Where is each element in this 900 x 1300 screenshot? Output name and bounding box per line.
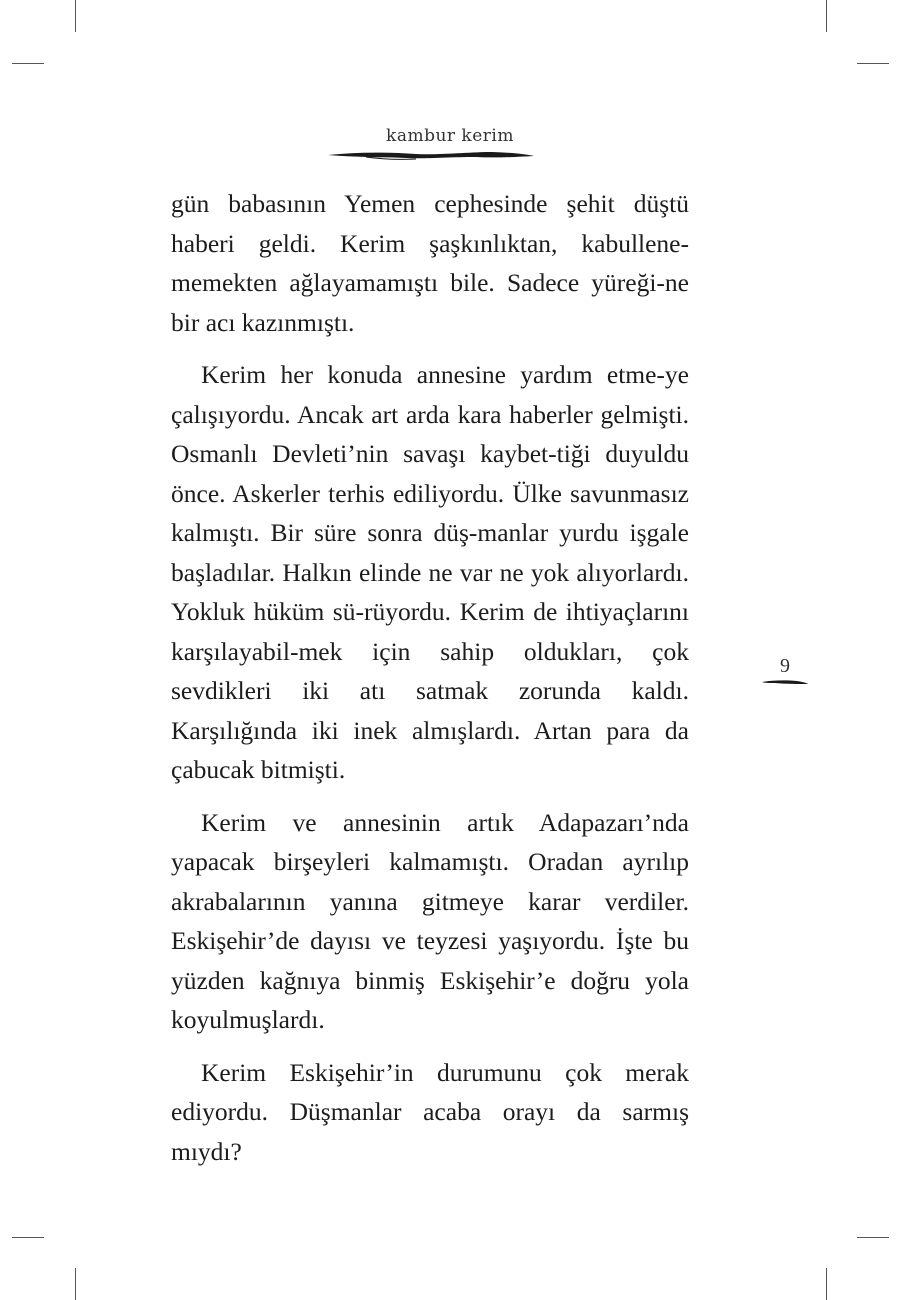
paragraph-1: gün babasının Yemen cephesinde şehit düştü haberi geldi. Kerim şaşkınlıktan, kabullene-memekten ağlayamamıştı bile. Sadece yüreği-ne bir acı kazınmıştı. — [171, 189, 689, 337]
crop-mark-top-left-h — [12, 63, 44, 64]
brush-stroke-rule — [326, 148, 536, 162]
body-text — [171, 184, 689, 1184]
page-number: 9 — [780, 655, 790, 677]
folio-brush-stroke — [761, 677, 809, 687]
paragraph-3: Kerim ve annesinin artık Adapazarı’nda yapacak birşeyleri kalmamıştı. Oradan ayrılıp akrabalarının yanına gitmeye karar verdiler. Eskişehir’de dayısı ve teyzesi yaşıyordu. İşte bu yüzden kağnıya binmiş Eskişehir’e doğru yola koyulmuşlardı. — [171, 807, 689, 1034]
paragraph-4: Kerim Eskişehir’in durumunu çok merak ediyordu. Düşmanlar acaba orayı da sarmış mıydı? — [171, 1057, 689, 1166]
crop-mark-top-left — [75, 0, 76, 32]
folio — [760, 655, 810, 687]
crop-mark-bottom-left — [75, 1268, 76, 1300]
crop-mark-bottom-right-h — [857, 1237, 889, 1238]
paragraph-2: Kerim her konuda annesine yardım etme-ye çalışıyordu. Ancak art arda kara haberler gelmişti. Osmanlı Devleti’nin savaşı kaybet-tiği duyuldu önce. Askerler terhis ediliyordu. Ülke savunmasız kalmıştı. Bir süre sonra düş-manlar yurdu işgale başladılar. Halkın elinde ne var ne yok alıyorlardı. Yokluk hüküm sü-rüyordu. Kerim de ihtiyaçlarını karşılayabil-mek için sahip oldukları, çok sevdikleri iki atı satmak zorunda kaldı. Karşılığında iki inek almışlardı. Artan para da çabucak bitmişti. — [171, 360, 689, 784]
crop-mark-bottom-right — [826, 1268, 827, 1300]
crop-mark-bottom-left-h — [12, 1237, 44, 1238]
crop-mark-top-right — [826, 0, 827, 32]
running-head: kambur kerim — [386, 126, 514, 146]
crop-mark-top-right-h — [857, 63, 889, 64]
